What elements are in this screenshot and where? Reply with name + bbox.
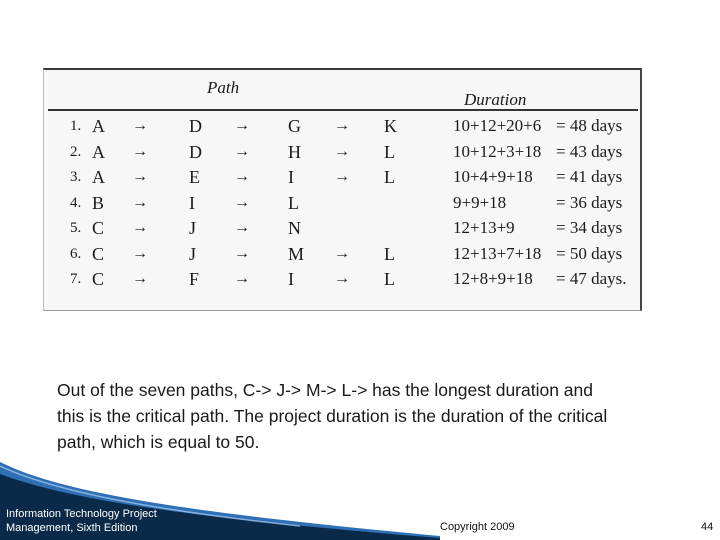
page-number: 44 bbox=[701, 521, 714, 533]
path-cell-n1: B bbox=[92, 192, 105, 213]
path-cell-num: 1. bbox=[70, 118, 82, 134]
path-row bbox=[44, 191, 640, 215]
path-row bbox=[44, 216, 640, 240]
path-cell-num: 6. bbox=[70, 245, 82, 262]
path-cell-n2: J bbox=[189, 243, 197, 264]
path-cell-n1: A bbox=[92, 116, 105, 136]
path-cell-num: 2. bbox=[70, 143, 82, 160]
path-cell-n1: A bbox=[92, 141, 105, 162]
path-cell-a1: → bbox=[132, 270, 148, 287]
path-cell-sum: 10+12+3+18 bbox=[453, 141, 542, 161]
path-cell-n1: C bbox=[92, 269, 105, 289]
path-cell-n4: L bbox=[384, 243, 395, 264]
path-row bbox=[44, 140, 640, 164]
path-cell-a2: → bbox=[234, 193, 250, 211]
path-cell-n4: K bbox=[384, 116, 397, 136]
path-cell-a2: → bbox=[234, 219, 250, 236]
path-cell-a1: → bbox=[132, 244, 148, 262]
path-cell-tot: = 41 days bbox=[556, 167, 623, 186]
path-cell-sum: 12+13+7+18 bbox=[453, 243, 542, 263]
path-cell-sum: 12+8+9+18 bbox=[453, 269, 533, 288]
path-cell-a3: → bbox=[334, 117, 350, 134]
path-cell-n2: E bbox=[189, 167, 200, 187]
path-cell-num: 7. bbox=[70, 271, 82, 287]
path-cell-a2: → bbox=[234, 142, 250, 160]
path-cell-n2: J bbox=[189, 218, 197, 238]
path-cell-n3: M bbox=[288, 243, 305, 264]
path-cell-a3: → bbox=[334, 244, 350, 262]
path-cell-num: 3. bbox=[70, 169, 82, 185]
path-cell-n1: C bbox=[92, 243, 105, 264]
path-cell-n4: L bbox=[384, 269, 395, 289]
path-cell-n3: I bbox=[288, 269, 294, 289]
path-cell-sum: 10+4+9+18 bbox=[453, 167, 533, 186]
path-cell-tot: = 48 days bbox=[556, 116, 623, 135]
path-cell-n3: N bbox=[288, 218, 301, 238]
path-cell-n1: A bbox=[92, 167, 105, 187]
path-cell-tot: = 36 days bbox=[556, 192, 623, 212]
path-cell-a2: → bbox=[234, 168, 250, 185]
path-row bbox=[44, 114, 640, 138]
path-row bbox=[44, 267, 640, 291]
path-cell-n2: D bbox=[189, 141, 202, 162]
path-row bbox=[44, 242, 640, 266]
footer-copyright: Copyright 2009 bbox=[440, 521, 515, 533]
path-cell-a2: → bbox=[234, 117, 250, 134]
path-cell-n3: G bbox=[288, 116, 301, 136]
path-cell-n2: I bbox=[189, 192, 195, 213]
path-cell-n2: F bbox=[189, 269, 200, 289]
path-cell-a3: → bbox=[334, 142, 350, 160]
path-cell-n3: L bbox=[288, 192, 299, 213]
path-cell-a1: → bbox=[132, 117, 148, 134]
path-cell-a1: → bbox=[132, 219, 148, 236]
path-cell-num: 4. bbox=[70, 194, 82, 211]
duration-header: Duration bbox=[464, 90, 527, 109]
header-divider bbox=[48, 109, 638, 111]
path-cell-a1: → bbox=[132, 168, 148, 185]
path-duration-table-image bbox=[43, 68, 642, 311]
path-cell-tot: = 50 days bbox=[556, 243, 623, 263]
path-cell-tot: = 47 days. bbox=[556, 269, 627, 288]
path-cell-a2: → bbox=[234, 270, 250, 287]
path-cell-a1: → bbox=[132, 142, 148, 160]
path-cell-sum: 12+13+9 bbox=[453, 218, 515, 237]
path-cell-n2: D bbox=[189, 116, 202, 136]
footer-book-title: Information Technology Project Management, Sixth Edition bbox=[6, 508, 157, 534]
path-cell-a1: → bbox=[132, 193, 148, 211]
path-cell-sum: 10+12+20+6 bbox=[453, 116, 542, 135]
path-cell-a3: → bbox=[334, 270, 350, 287]
path-row bbox=[44, 165, 640, 189]
path-cell-n4: L bbox=[384, 141, 395, 162]
path-cell-tot: = 34 days bbox=[556, 218, 623, 237]
path-cell-tot: = 43 days bbox=[556, 141, 623, 161]
critical-path-explanation: Out of the seven paths, C-> J-> M-> L-> has the longest duration and this is the critical path. The project duration is the duration of the critical path, which is equal to 50. bbox=[57, 380, 608, 452]
path-cell-n4: L bbox=[384, 167, 395, 187]
path-cell-num: 5. bbox=[70, 220, 82, 236]
path-header: Path bbox=[207, 78, 240, 97]
path-cell-a3: → bbox=[334, 168, 350, 185]
path-cell-n1: C bbox=[92, 218, 105, 238]
path-cell-a2: → bbox=[234, 244, 250, 262]
path-cell-n3: I bbox=[288, 167, 294, 187]
path-cell-sum: 9+9+18 bbox=[453, 192, 507, 212]
path-cell-n3: H bbox=[288, 141, 301, 162]
